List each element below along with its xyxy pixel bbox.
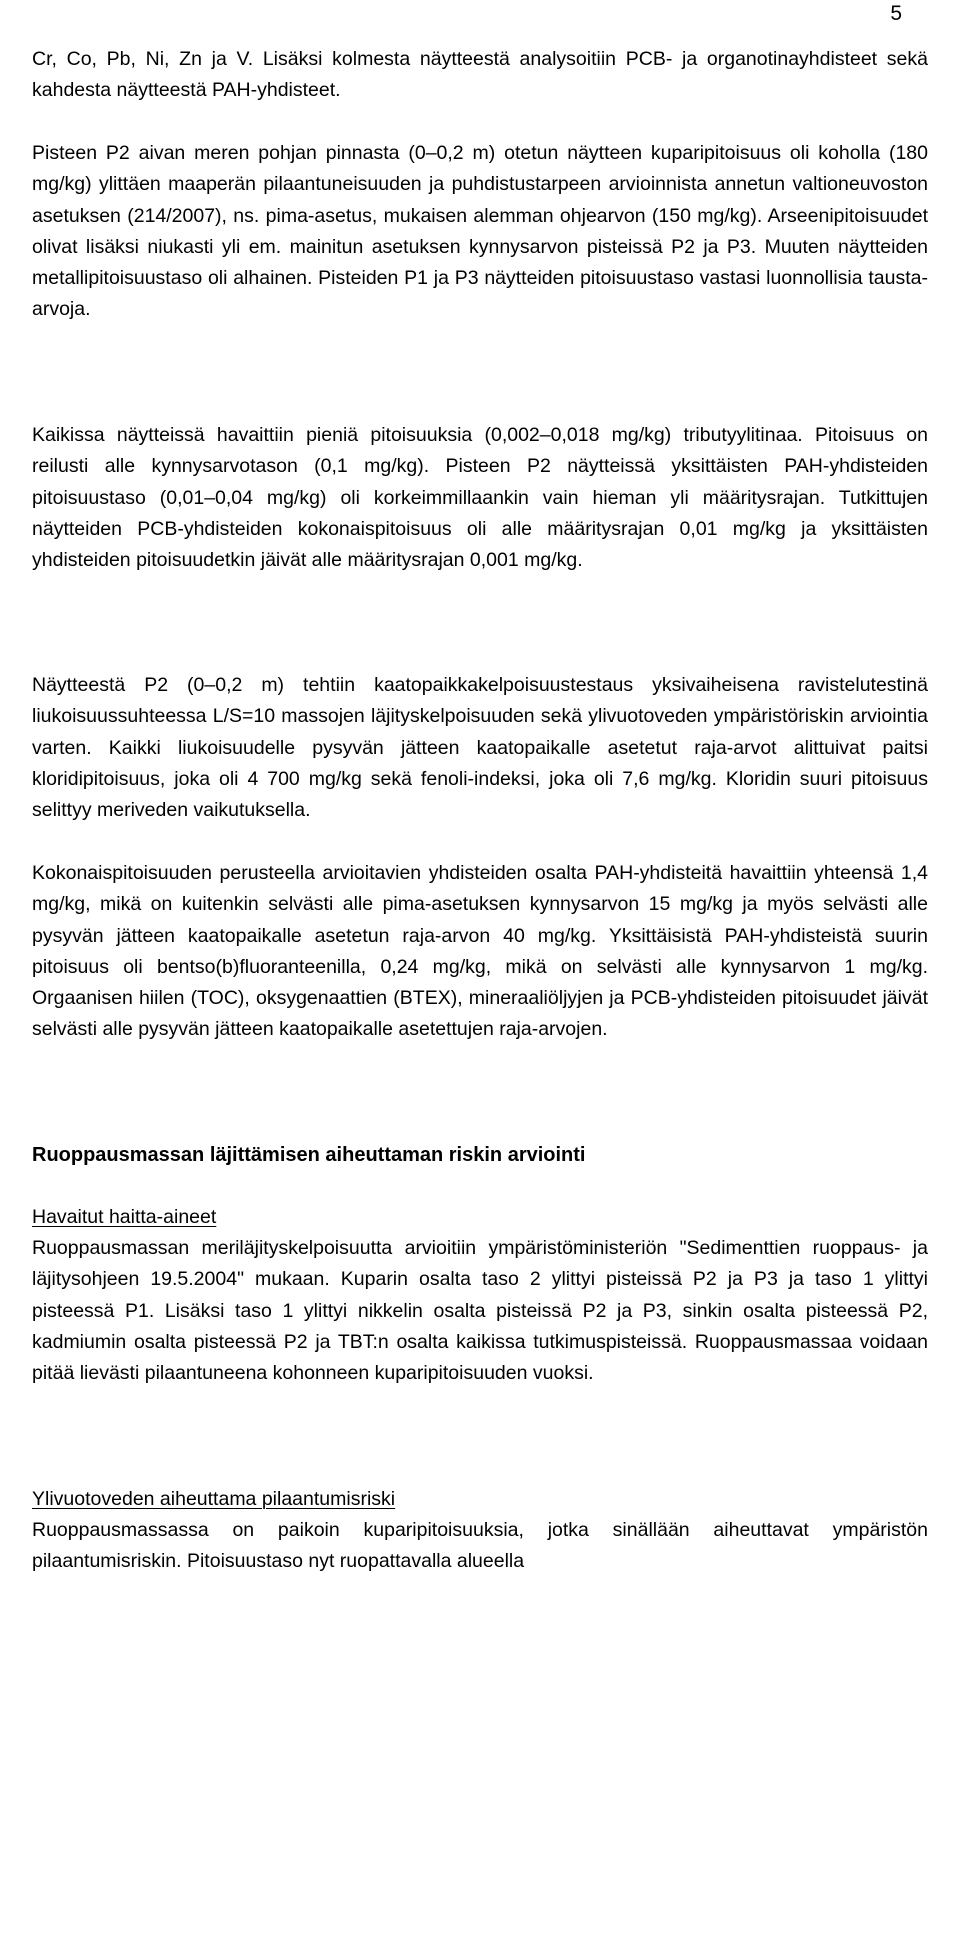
section-heading: Ruoppausmassan läjittämisen aiheuttaman riskin arviointi	[32, 1144, 586, 1166]
page-number: 5	[890, 2, 902, 25]
paragraph-tbt-pah-pcb: Kaikissa näytteissä havaittiin pieniä pitoisuuksia (0,002–0,018 mg/kg) tributyylitinaa. Pitoisuus on reilusti alle kynnysarvotason (0,1 mg/kg). Pisteen P2 näytteissä yksittäisten PAH-yhdisteiden pitoisuustaso (0,01–0,04 mg/kg) oli korkeimmillaankin vain hieman yli määritysrajan. Tutkittujen näytteiden PCB-yhdisteiden kokonaispitoisuus oli alle määritysrajan 0,01 mg/kg ja yksittäisten yhdisteiden pitoisuudetkin jäivät alle määritysrajan 0,001 mg/kg.	[32, 424, 928, 572]
paragraph-landfill-test: Näytteestä P2 (0–0,2 m) tehtiin kaatopaikkakelpoisuustestaus yksivaiheisena ravistelutestinä liukoisuussuhteessa L/S=10 massojen läjityskelpoisuuden sekä ylivuotoveden ympäristöriskin arviointia varten. Kaikki liukoisuudelle pysyvän jätteen kaatopaikalle asetetut raja-arvot alittuivat paitsi kloridipitoisuus, joka oli 4 700 mg/kg sekä fenoli-indeksi, joka oli 7,6 mg/kg. Kloridin suuri pitoisuus selittyy meriveden vaikutuksella.	[32, 674, 928, 822]
subheading-detected-contaminants: Havaitut haitta-aineet	[32, 1206, 217, 1228]
subheading-overflow-risk: Ylivuotoveden aiheuttama pilaantumisriski	[32, 1488, 396, 1510]
paragraph-overflow-risk: Ruoppausmassassa on paikoin kuparipitoisuuksia, jotka sinällään aiheuttavat ympäristön pilaantumisriskin. Pitoisuustaso nyt ruopattavalla alueella	[32, 1519, 928, 1573]
paragraph-analysis-intro: Cr, Co, Pb, Ni, Zn ja V. Lisäksi kolmesta näytteestä analysoitiin PCB- ja organotinayhdisteet sekä kahdesta näytteestä PAH-yhdisteet.	[32, 48, 928, 102]
paragraph-copper-arsenic: Pisteen P2 aivan meren pohjan pinnasta (0–0,2 m) otetun näytteen kuparipitoisuus oli koholla (180 mg/kg) ylittäen maaperän pilaantuneisuuden ja puhdistustarpeen arvioinnista annetun valtioneuvoston asetuksen (214/2007), ns. pima-asetus, mukaisen alemman ohjearvon (150 mg/kg). Arseenipitoisuudet olivat lisäksi niukasti yli em. mainitun asetuksen kynnysarvon pisteissä P2 ja P3. Muuten näytteiden metallipitoisuustaso oli alhainen. Pisteiden P1 ja P3 näytteiden pitoisuustaso vastasi luonnollisia tausta-arvoja.	[32, 142, 928, 321]
paragraph-dredging-suitability: Ruoppausmassan meriläjityskelpoisuutta arvioitiin ympäristöministeriön "Sedimenttien ruoppaus- ja läjitysohjeen 19.5.2004" mukaan. Kuparin osalta taso 2 ylittyi pisteissä P2 ja P3 ja taso 1 ylittyi pisteessä P1. Lisäksi taso 1 ylittyi nikkelin osalta pisteissä P2 ja P3, sinkin osalta pisteessä P2, kadmiumin osalta pisteessä P2 ja TBT:n osalta kaikissa tutkimuspisteissä. Ruoppausmassaa voidaan pitää lievästi pilaantuneena kohonneen kuparipitoisuuden vuoksi.	[32, 1237, 928, 1385]
paragraph-total-concentration: Kokonaispitoisuuden perusteella arvioitavien yhdisteiden osalta PAH-yhdisteitä havaittiin yhteensä 1,4 mg/kg, mikä on kuitenkin selvästi alle pima-asetuksen kynnysarvon 15 mg/kg ja myös selvästi alle pysyvän jätteen kaatopaikalle asetetun raja-arvon 40 mg/kg. Yksittäisistä PAH-yhdisteistä suurin pitoisuus oli bentso(b)fluoranteenilla, 0,24 mg/kg, mikä on selvästi alle kynnysarvon 1 mg/kg. Orgaanisen hiilen (TOC), oksygenaattien (BTEX), mineraaliöljyjen ja PCB-yhdisteiden pitoisuudet jäivät selvästi alle pysyvän jätteen kaatopaikalle asetettujen raja-arvojen.	[32, 862, 928, 1041]
